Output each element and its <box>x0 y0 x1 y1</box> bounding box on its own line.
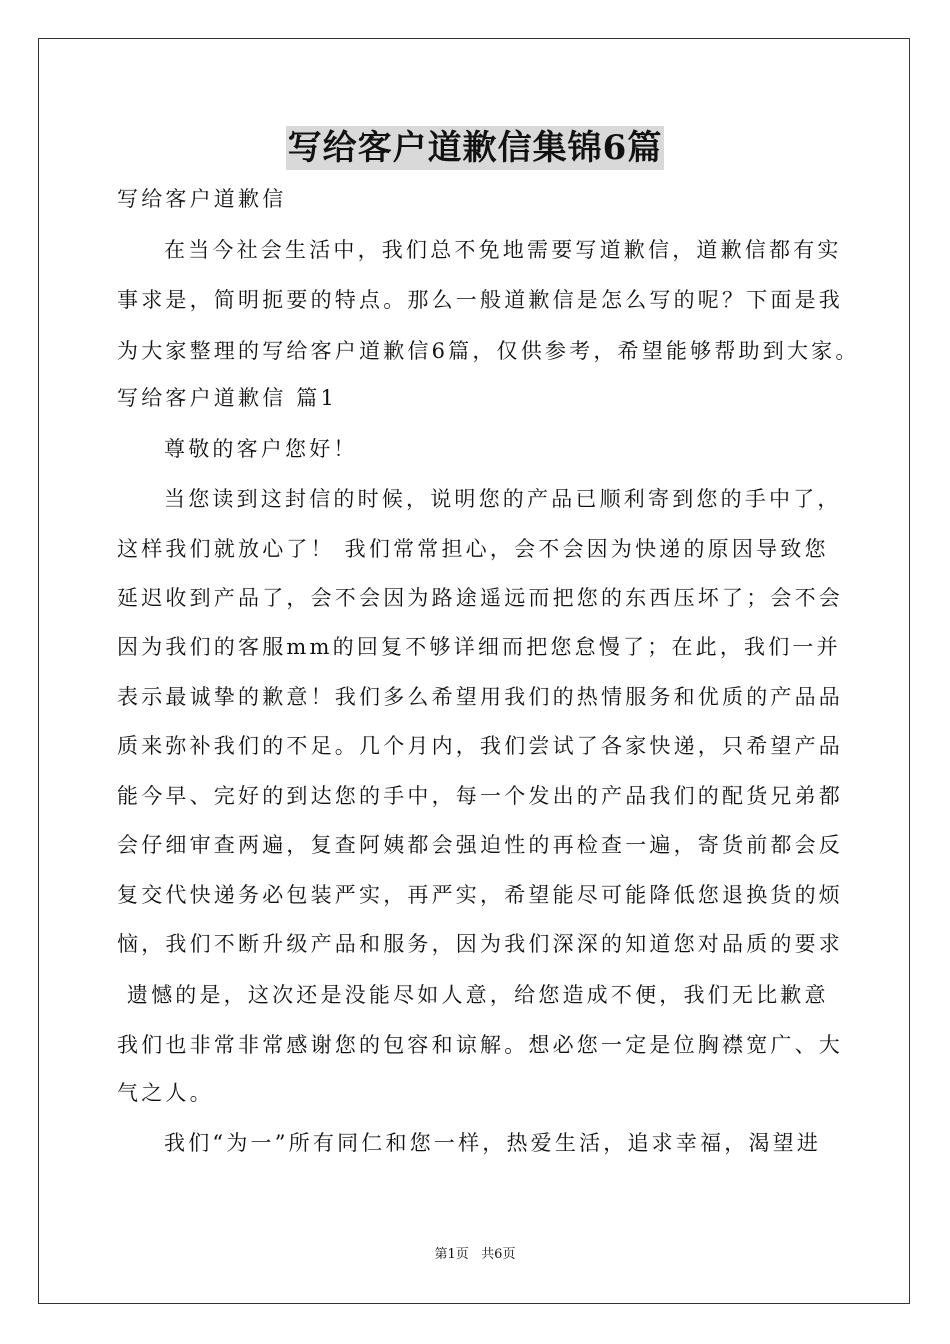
paragraph-line: 气之人。 <box>117 1081 214 1105</box>
title-container <box>0 126 950 170</box>
paragraph-line: 能今早、完好的到达您的手中，每一个发出的产品我们的配货兄弟都 <box>117 784 843 808</box>
paragraph-line: 延迟收到产品了，会不会因为路途遥远而把您的东西压坏了；会不会 <box>117 586 843 610</box>
paragraph-line: 恼，我们不断升级产品和服务，因为我们深深的知道您对品质的要求 <box>117 932 843 956</box>
paragraph-line: 这样我们就放心了！ 我们常常担心，会不会因为快递的原因导致您 <box>117 537 829 561</box>
paragraph-line: 质来弥补我们的不足。几个月内，我们尝试了各家快递，只希望产品 <box>117 734 843 758</box>
paragraph-line: 遗憾的是，这次还是没能尽如人意，给您造成不便，我们无比歉意 <box>117 983 829 1007</box>
paragraph-line: 复交代快递务必包装严实，再严实，希望能尽可能降低您退换货的烦 <box>117 883 843 907</box>
page-border <box>38 38 910 1304</box>
salutation-line: 尊敬的客户您好！ <box>164 437 358 461</box>
paragraph-line: 事求是，简明扼要的特点。那么一般道歉信是怎么写的呢？下面是我 <box>117 288 843 312</box>
paragraph-line: 当您读到这封信的时候，说明您的产品已顺利寄到您的手中了， <box>164 487 842 511</box>
paragraph-line: 我们“为一”所有同仁和您一样，热爱生活，追求幸福，渴望进 <box>164 1131 822 1155</box>
paragraph-line: 在当今社会生活中，我们总不免地需要写道歉信，道歉信都有实 <box>164 238 842 262</box>
document-title: 写给客户道歉信集锦6篇 <box>287 128 663 168</box>
subtitle-line: 写给客户道歉信 <box>117 187 287 211</box>
paragraph-line: 表示最诚挚的歉意！我们多么希望用我们的热情服务和优质的产品品 <box>117 685 843 709</box>
page-footer: 第1页 共6页 <box>434 1247 516 1262</box>
paragraph-line: 会仔细审查两遍，复查阿姨都会强迫性的再检查一遍，寄货前都会反 <box>117 833 843 857</box>
paragraph-line: 我们也非常非常感谢您的包容和谅解。想必您一定是位胸襟宽广、大 <box>117 1033 843 1057</box>
paragraph-line: 因为我们的客服mm的回复不够详细而把您怠慢了；在此，我们一并 <box>117 635 841 659</box>
section-heading: 写给客户道歉信 篇1 <box>117 386 338 410</box>
paragraph-line: 为大家整理的写给客户道歉信6篇，仅供参考，希望能够帮助到大家。 <box>117 339 860 363</box>
